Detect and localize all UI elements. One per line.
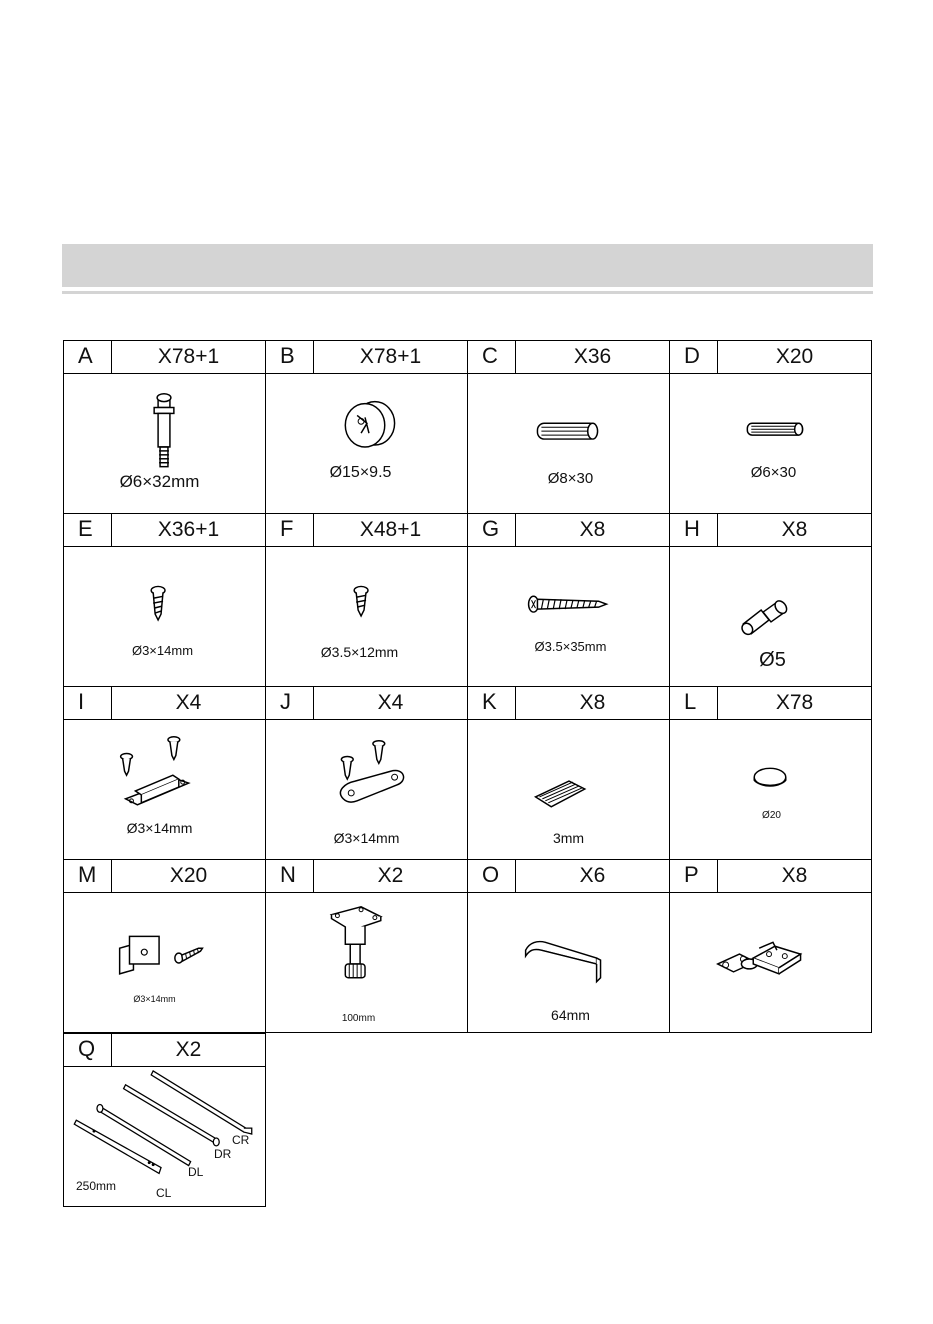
part-cell-j <box>265 686 468 860</box>
bracket-icon <box>64 893 265 1032</box>
hinge-icon <box>670 893 871 1032</box>
part-size: Ø3×14mm <box>126 820 193 836</box>
part-letter: L <box>670 687 718 719</box>
part-quantity: X2 <box>175 1038 202 1061</box>
cam-lock-icon <box>266 374 467 513</box>
part-letter: A <box>64 341 112 373</box>
part-cell-a <box>63 340 266 514</box>
part-cell-g <box>467 513 670 687</box>
runner-label-cl: CL <box>156 1186 172 1200</box>
part-size: Ø6×30 <box>750 464 797 481</box>
runner-label-cr: CR <box>232 1133 250 1147</box>
drawer-runner-icon <box>64 1067 265 1206</box>
magnetic-catch-icon <box>64 720 265 859</box>
screw-icon <box>266 547 467 686</box>
part-quantity: X8 <box>781 518 808 541</box>
part-quantity: X48+1 <box>359 518 422 541</box>
part-letter: O <box>468 860 516 892</box>
part-letter: P <box>670 860 718 892</box>
part-letter: H <box>670 514 718 546</box>
part-letter: M <box>64 860 112 892</box>
part-cell-b <box>265 340 468 514</box>
cam-bolt-icon <box>64 374 265 513</box>
part-size: Ø8×30 <box>547 470 594 487</box>
part-size: Ø15×9.5 <box>329 464 392 481</box>
part-quantity: X78+1 <box>359 345 422 368</box>
part-letter: G <box>468 514 516 546</box>
part-quantity: X36+1 <box>157 518 220 541</box>
part-size: Ø5 <box>759 649 786 671</box>
part-cell-o <box>467 859 670 1033</box>
part-letter: F <box>266 514 314 546</box>
part-size: 64mm <box>551 1007 590 1023</box>
part-size: Ø20 <box>762 810 781 821</box>
part-quantity: X20 <box>775 345 814 368</box>
part-size: Ø3×14mm <box>333 830 400 846</box>
part-letter: Q <box>64 1034 112 1066</box>
part-letter: D <box>670 341 718 373</box>
part-letter: N <box>266 860 314 892</box>
part-quantity: X36 <box>573 345 612 368</box>
part-quantity: X4 <box>377 691 404 714</box>
part-cell-f <box>265 513 468 687</box>
part-size: Ø3.5×35mm <box>534 639 607 654</box>
part-size: 3mm <box>552 830 585 846</box>
part-quantity: X8 <box>579 518 606 541</box>
part-cell-c <box>467 340 670 514</box>
part-cell-e <box>63 513 266 687</box>
part-letter: C <box>468 341 516 373</box>
part-cell-l <box>669 686 872 860</box>
runner-label-dl: DL <box>188 1165 204 1179</box>
part-quantity: X20 <box>169 864 208 887</box>
part-cell-q <box>63 1033 266 1207</box>
runner-label-dr: DR <box>214 1147 232 1161</box>
part-letter: K <box>468 687 516 719</box>
part-letter: J <box>266 687 314 719</box>
part-quantity: X6 <box>579 864 606 887</box>
part-size: Ø3.5×12mm <box>320 644 399 660</box>
part-quantity: X78+1 <box>157 345 220 368</box>
cover-cap-icon <box>670 720 871 859</box>
wood-dowel-icon <box>468 374 669 513</box>
part-size: 100mm <box>341 1013 376 1024</box>
part-quantity: X8 <box>781 864 808 887</box>
long-screw-icon <box>468 547 669 686</box>
part-cell-n <box>265 859 468 1033</box>
shelf-pin-icon <box>670 547 871 686</box>
felt-pad-icon <box>468 720 669 859</box>
part-letter: E <box>64 514 112 546</box>
part-size: Ø3×14mm <box>131 643 194 658</box>
section-divider <box>62 291 873 294</box>
part-quantity: X2 <box>377 864 404 887</box>
part-letter: B <box>266 341 314 373</box>
handle-icon <box>468 893 669 1032</box>
part-cell-k <box>467 686 670 860</box>
part-size: 250mm <box>76 1179 117 1193</box>
wood-dowel-icon <box>670 374 871 513</box>
part-cell-h <box>669 513 872 687</box>
part-size: Ø6×32mm <box>119 472 200 491</box>
part-cell-p <box>669 859 872 1033</box>
catch-plate-icon <box>266 720 467 859</box>
adjustable-leg-icon <box>266 893 467 1032</box>
part-cell-m <box>63 859 266 1033</box>
part-quantity: X4 <box>175 691 202 714</box>
part-cell-i <box>63 686 266 860</box>
screw-icon <box>64 547 265 686</box>
part-cell-d <box>669 340 872 514</box>
part-size: Ø3×14mm <box>133 994 176 1004</box>
part-letter: I <box>64 687 112 719</box>
part-quantity: X78 <box>775 691 814 714</box>
part-quantity: X8 <box>579 691 606 714</box>
section-header-bar <box>62 244 873 287</box>
